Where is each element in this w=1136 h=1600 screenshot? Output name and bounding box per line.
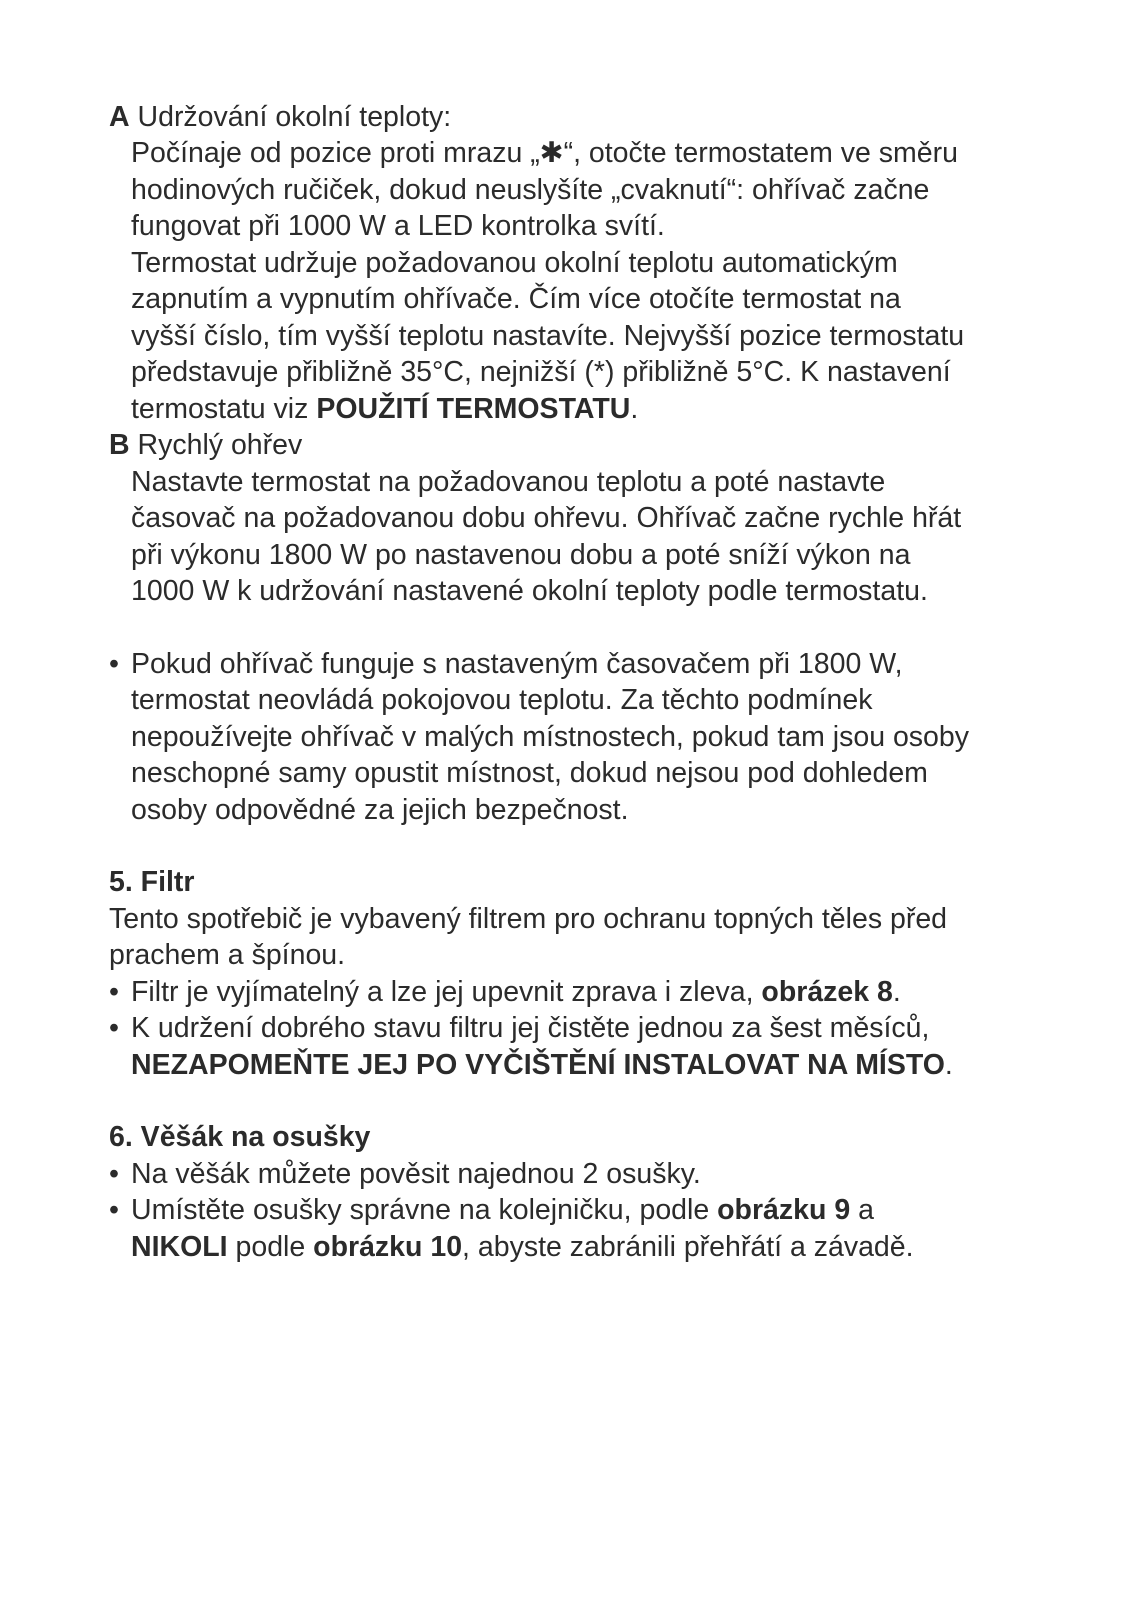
section-a-last-post: . — [630, 393, 639, 425]
filter-intro-line: prachem a špínou. — [109, 939, 346, 971]
section-a-line: představuje přibližně 35°C, nejnižší (*) přibližně 5°C. K nastavení — [131, 356, 951, 388]
filter-bullet-2-warning — [131, 1047, 953, 1084]
rack-bullet-1: Na věšák můžete pověsit najednou 2 osušky. — [131, 1158, 701, 1190]
section-b-line: Nastavte termostat na požadovanou teplotu a poté nastavte — [131, 466, 886, 498]
section-a-last-pre: termostatu viz — [131, 393, 317, 425]
rack-bullet-2-marker: • — [109, 1194, 119, 1226]
section-a-line: fungovat při 1000 W a LED kontrolka svítí. — [131, 210, 665, 242]
section-b-heading — [109, 427, 302, 464]
rack-b2-mid2: podle — [227, 1231, 314, 1263]
section-a-last-line — [131, 391, 638, 428]
filter-warning-bold: NEZAPOMEŇTE JEJ PO VYČIŠTĚNÍ INSTALOVAT NA MÍSTO — [131, 1049, 945, 1081]
section-a-heading — [109, 99, 451, 136]
section-b-line: 1000 W k udržování nastavené okolní teploty podle termostatu. — [131, 575, 928, 607]
rack-heading: 6. Věšák na osušky — [109, 1121, 371, 1153]
rack-b2-post: , abyste zabránili přehřátí a závadě. — [462, 1231, 914, 1263]
filter-warning-end: . — [944, 1049, 953, 1081]
section-a-line: hodinových ručiček, dokud neuslyšíte „cvaknutí“: ohřívač začne — [131, 174, 930, 206]
rack-b2-nikoli: NIKOLI — [131, 1231, 228, 1263]
rack-bullet-1-marker: • — [109, 1158, 119, 1190]
filter-bullet-2-line: K udržení dobrého stavu filtru jej čistěte jednou za šest měsíců, — [131, 1012, 930, 1044]
section-a-line: vyšší číslo, tím vyšší teplotu nastavíte. Nejvyšší pozice termostatu — [131, 320, 965, 352]
rack-bullet-2-line-2 — [131, 1229, 914, 1266]
section-a-last-bold: POUŽITÍ TERMOSTATU — [316, 393, 631, 425]
rack-b2-pre: Umístěte osušky správne na kolejničku, podle — [131, 1194, 718, 1226]
section-b-line: při výkonu 1800 W po nastavenou dobu a poté sníží výkon na — [131, 539, 911, 571]
section-b-line: časovač na požadovanou dobu ohřevu. Ohřívač začne rychle hřát — [131, 502, 962, 534]
note-line: neschopné samy opustit místnost, dokud nejsou pod dohledem — [131, 757, 928, 789]
filter-bullet-1-marker: • — [109, 976, 119, 1008]
note-line: osoby odpovědné za jejich bezpečnost. — [131, 794, 629, 826]
section-a-line: Termostat udržuje požadovanou okolní teplotu automatickým — [131, 247, 898, 279]
rack-b2-ref-10: obrázku 10 — [313, 1231, 463, 1263]
note-line: nepoužívejte ohřívač v malých místnostech, pokud tam jsou osoby — [131, 721, 970, 753]
section-a-title: Udržování okolní teploty: — [129, 101, 452, 133]
section-a-line: zapnutím a vypnutím ohřívače. Čím více otočíte termostat na — [131, 283, 901, 315]
section-a-letter: A — [109, 101, 130, 133]
note-line: Pokud ohřívač funguje s nastaveným časovačem při 1800 W, — [131, 648, 903, 680]
section-a-line: Počínaje od pozice proti mrazu „✱“, otočte termostatem ve směru — [131, 137, 958, 169]
note-line: termostat neovládá pokojovou teplotu. Za těchto podmínek — [131, 684, 873, 716]
filter-bullet-1-text: Filtr je vyjímatelný a lze jej upevnit zprava i zleva, — [131, 976, 762, 1008]
filter-bullet-1 — [131, 974, 901, 1011]
section-b-letter: B — [109, 429, 130, 461]
filter-intro-line: Tento spotřebič je vybavený filtrem pro ochranu topných těles před — [109, 903, 948, 935]
rack-b2-ref-9: obrázku 9 — [717, 1194, 851, 1226]
rack-b2-mid: a — [850, 1194, 874, 1226]
rack-bullet-2-line-1 — [131, 1192, 874, 1229]
filter-bullet-2-marker: • — [109, 1012, 119, 1044]
filter-bullet-1-end: . — [892, 976, 901, 1008]
note-bullet: • — [109, 648, 119, 680]
filter-bullet-1-ref: obrázek 8 — [761, 976, 893, 1008]
filter-heading: 5. Filtr — [109, 866, 195, 898]
section-b-title: Rychlý ohřev — [129, 429, 303, 461]
